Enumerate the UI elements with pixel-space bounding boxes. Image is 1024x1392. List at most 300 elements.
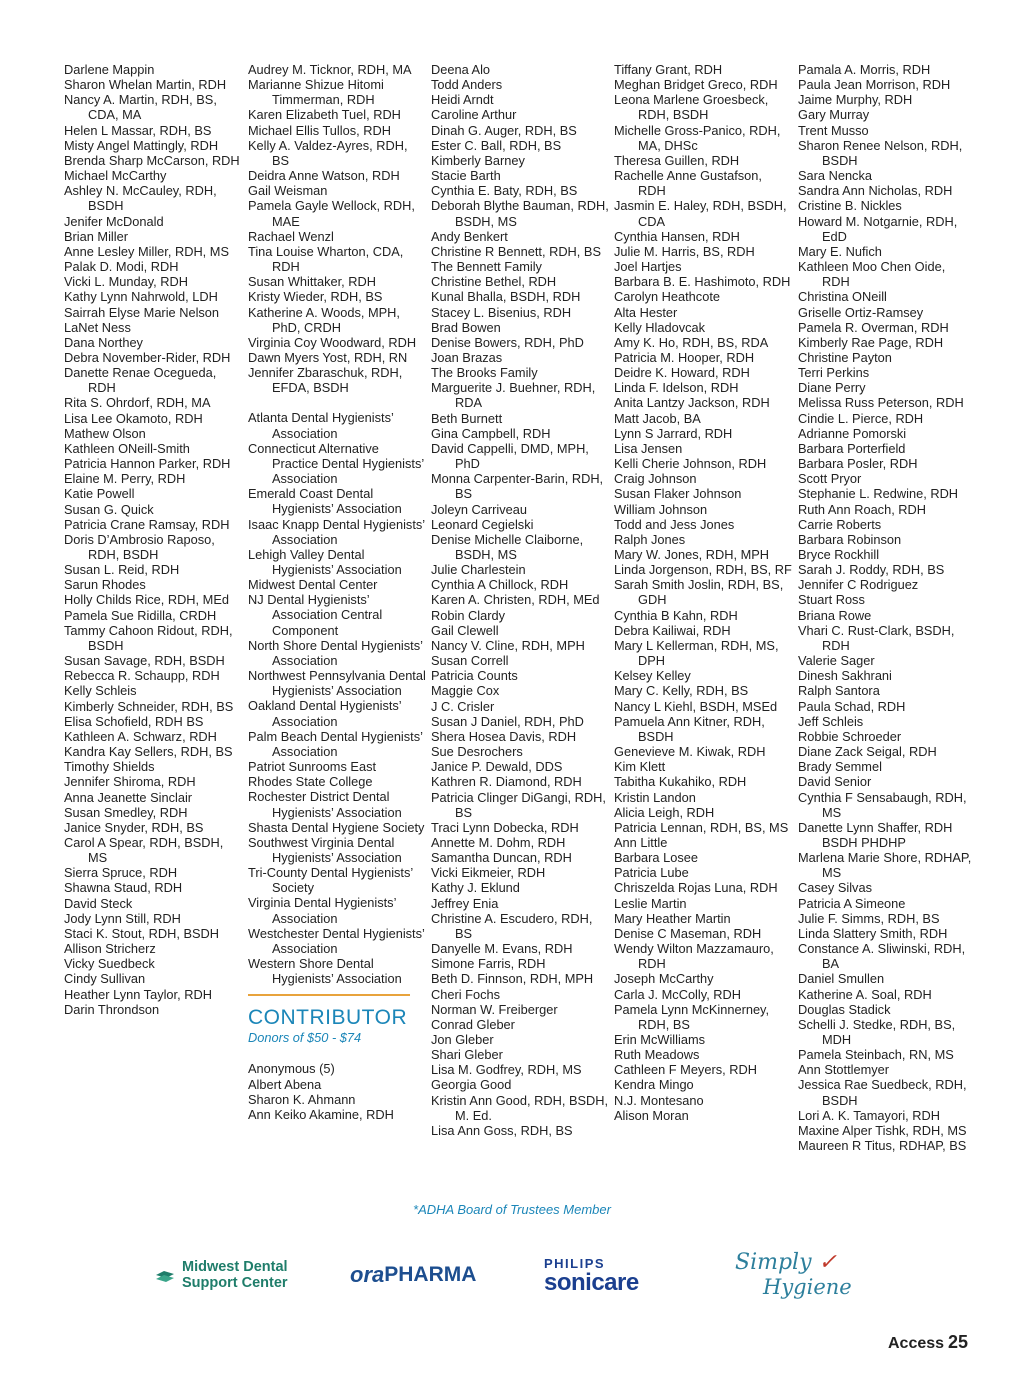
list-item: Daniel Smullen	[798, 971, 885, 987]
list-item: Kimberly Barney	[431, 152, 525, 168]
list-item: Carla J. McColly, RDH	[614, 986, 742, 1002]
list-item: Michael McCarthy	[64, 168, 167, 184]
orapharma-prefix: ora	[350, 1262, 385, 1287]
list-item: N.J. Montesano	[614, 1092, 704, 1108]
list-item: Cynthia A Chillock, RDH	[431, 577, 569, 593]
list-item: Barbara B. E. Hashimoto, RDH	[614, 274, 791, 290]
list-item: Sharon K. Ahmann	[248, 1091, 356, 1107]
list-item: Karen Elizabeth Tuel, RDH	[248, 107, 401, 123]
list-item: Stephanie L. Redwine, RDH	[798, 486, 959, 502]
magazine-name: Access	[888, 1335, 945, 1352]
list-item: Leslie Martin	[614, 895, 687, 911]
list-item: Jaime Murphy, RDH	[798, 92, 913, 108]
list-item: Christine Bethel, RDH	[431, 274, 557, 290]
list-item: Patricia Clinger DiGangi, RDH, BS	[431, 789, 606, 820]
page-number: 25	[948, 1332, 969, 1352]
list-item: Kunal Bhalla, BSDH, RDH	[431, 289, 581, 305]
list-item: Linda Jorgenson, RDH, BS, RF	[614, 562, 792, 578]
donor-column-4	[614, 62, 792, 1123]
donor-column-1	[64, 62, 242, 1017]
list-item: Julie Charlestein	[431, 562, 526, 578]
list-item: Deena Alo	[431, 62, 491, 77]
list-item: Susan J Daniel, RDH, PhD	[431, 713, 584, 729]
list-item: Susan Savage, RDH, BSDH	[64, 653, 225, 669]
contributor-list	[248, 1061, 426, 1122]
list-item: Patricia Crane Ramsay, RDH	[64, 516, 230, 532]
list-item: Alta Hester	[614, 304, 678, 320]
list-item: Carolyn Heathcote	[614, 289, 720, 305]
list-item: Kelsey Kelley	[614, 668, 691, 684]
list-item: Amy K. Ho, RDH, BS, RDA	[614, 334, 769, 350]
list-item: Patricia M. Hooper, RDH	[614, 349, 755, 365]
list-item: Vicki L. Munday, RDH	[64, 274, 188, 290]
list-item: Theresa Guillen, RDH	[614, 152, 740, 168]
list-item: Deborah Blythe Bauman, RDH, BSDH, MS	[431, 198, 609, 229]
section-divider	[248, 994, 410, 996]
list-item: Cynthia B Kahn, RDH	[614, 607, 738, 623]
list-item: Misty Angel Mattingly, RDH	[64, 137, 219, 153]
list-item: Maxine Alper Tishk, RDH, MS	[798, 1122, 967, 1138]
list-item: Kimberly Rae Page, RDH	[798, 334, 944, 350]
list-item: Sharon Whelan Martin, RDH	[64, 77, 227, 93]
list-item: Susan G. Quick	[64, 501, 154, 517]
midwest-line-1: Midwest Dental	[182, 1259, 288, 1275]
list-item: Rita S. Ohrdorf, RDH, MA	[64, 395, 211, 411]
list-item: Craig Johnson	[614, 471, 697, 487]
list-item: Anonymous (5)	[248, 1061, 335, 1077]
list-item: Northwest Pennsylvania Dental Hygienists’ Association	[248, 668, 426, 699]
list-item: Lisa Jensen	[614, 440, 683, 456]
list-item: Pamela Gayle Wellock, RDH, MAE	[248, 198, 415, 229]
list-item: Deidre K. Howard, RDH	[614, 365, 750, 381]
list-item: Cathleen F Meyers, RDH	[614, 1062, 757, 1078]
list-item: Cindy Sullivan	[64, 971, 146, 987]
list-item: Patricia Hannon Parker, RDH	[64, 456, 231, 472]
contributor-subtitle: Donors of $50 - $74	[248, 1030, 362, 1046]
list-item: Kathleen Moo Chen Oide, RDH	[798, 259, 946, 290]
list-item: Anne Lesley Miller, RDH, MS	[64, 243, 229, 259]
list-item: Patricia Lube	[614, 865, 689, 881]
list-item: Diane Perry	[798, 380, 866, 396]
list-item: Atlanta Dental Hygienists’ Association	[248, 410, 394, 441]
list-item: Oakland Dental Hygienists’ Association	[248, 698, 402, 729]
midwest-mark-icon	[154, 1265, 176, 1285]
list-item: Gail Clewell	[431, 622, 499, 638]
list-item: Joleyn Carriveau	[431, 501, 528, 517]
list-item: Debra November-Rider, RDH	[64, 349, 231, 365]
list-item: Trent Musso	[798, 122, 869, 138]
list-item: Mary E. Nufich	[798, 243, 882, 259]
list-item: Lisa Lee Okamoto, RDH	[64, 410, 203, 426]
list-item: Carrie Roberts	[798, 516, 882, 532]
list-item: Constance A. Sliwinski, RDH, BA	[798, 941, 966, 972]
list-item: Vicky Suedbeck	[64, 956, 155, 972]
list-item: Lehigh Valley Dental Hygienists’ Association	[248, 546, 402, 577]
list-item: Stacie Barth	[431, 168, 501, 184]
list-item: Isaac Knapp Dental Hygienists’ Association	[248, 516, 425, 547]
list-item: Doris D’Ambrosio Raposo, RDH, BSDH	[64, 531, 215, 562]
list-item: Allison Stricherz	[64, 941, 156, 957]
list-item: Stacey L. Bisenius, RDH	[431, 304, 572, 320]
list-item: Lori A. K. Tamayori, RDH	[798, 1107, 940, 1123]
list-item: Anna Jeanette Sinclair	[64, 789, 193, 805]
list-item: Susan L. Reid, RDH	[64, 562, 180, 578]
list-item: Kelly Hladovcak	[614, 319, 706, 335]
list-item: Barbara Robinson	[798, 531, 902, 547]
list-item: J C. Crisler	[431, 698, 495, 714]
list-item: NJ Dental Hygienists’ Association Central Component	[248, 592, 383, 638]
list-item: Western Shore Dental Hygienists’ Association	[248, 956, 402, 987]
list-item: Virginia Coy Woodward, RDH	[248, 334, 417, 350]
list-item: LaNet Ness	[64, 319, 131, 335]
list-item: Annette M. Dohm, RDH	[431, 834, 566, 850]
list-item: Debra Kailiwai, RDH	[614, 622, 731, 638]
list-item: Paula Jean Morrison, RDH	[798, 77, 951, 93]
list-item: Norman W. Freiberger	[431, 1001, 558, 1017]
list-item: Georgia Good	[431, 1077, 512, 1093]
list-item: Adrianne Pomorski	[798, 425, 907, 441]
list-item: Simone Farris, RDH	[431, 956, 546, 972]
list-item: Pamela Lynn McKinnerney, RDH, BS	[614, 1001, 770, 1032]
list-item: Christine Payton	[798, 349, 892, 365]
list-item: Sairrah Elyse Marie Nelson	[64, 304, 220, 320]
list-item: Stuart Ross	[798, 592, 865, 608]
list-item: Darlene Mappin	[64, 62, 155, 77]
list-item: Brian Miller	[64, 228, 128, 244]
list-item: Kim Klett	[614, 759, 666, 775]
donor-column-2	[248, 62, 426, 1122]
list-item: Ashley N. McCauley, RDH, BSDH	[64, 183, 217, 214]
list-item: Nancy V. Cline, RDH, MPH	[431, 637, 585, 653]
list-item: Jennifer C Rodriguez	[798, 577, 919, 593]
list-item: Rochester District Dental Hygienists’ Association	[248, 789, 402, 820]
list-item: Barbara Porterfield	[798, 440, 906, 456]
list-item: Cheri Fochs	[431, 986, 500, 1002]
list-item: Danette Lynn Shaffer, RDH BSDH PHDHP	[798, 819, 953, 850]
list-item: Vhari C. Rust-Clark, BSDH, RDH	[798, 622, 955, 653]
list-item: Mathew Olson	[64, 425, 146, 441]
list-item: Heidi Arndt	[431, 92, 494, 108]
list-item: Robin Clardy	[431, 607, 505, 623]
list-item: Patricia Counts	[431, 668, 518, 684]
list-item: Virginia Dental Hygienists’ Association	[248, 895, 396, 926]
list-item: Ruth Meadows	[614, 1047, 700, 1063]
list-item: Cynthia Hansen, RDH	[614, 228, 740, 244]
list-item: Anita Lantzy Jackson, RDH	[614, 395, 770, 411]
list-item: Kelly Schleis	[64, 683, 137, 699]
list-item: Kandra Kay Sellers, RDH, BS	[64, 744, 233, 760]
list-item: Tina Louise Wharton, CDA, RDH	[248, 243, 404, 275]
list-item: Kathy Lynn Nahrwold, LDH	[64, 289, 218, 305]
list-item: Erin McWilliams	[614, 1032, 705, 1047]
list-item: Dinesh Sakhrani	[798, 668, 892, 684]
midwest-dental-logo	[154, 1245, 304, 1305]
list-item: North Shore Dental Hygienists’ Association	[248, 637, 423, 668]
list-item: Nancy A. Martin, RDH, BS, CDA, MA	[64, 92, 217, 123]
list-item: Meghan Bridget Greco, RDH	[614, 77, 778, 93]
list-item: Susan Smedley, RDH	[64, 804, 188, 820]
list-item: Kelli Cherie Johnson, RDH	[614, 456, 767, 472]
list-item: Shera Hosea Davis, RDH	[431, 728, 577, 744]
list-item: Jennifer Zbaraschuk, RDH, EFDA, BSDH	[248, 365, 403, 396]
list-item: Sarun Rhodes	[64, 577, 146, 593]
list-item: Ester C. Ball, RDH, BS	[431, 137, 562, 153]
list-item: Conrad Gleber	[431, 1016, 515, 1032]
list-item: Kendra Mingo	[614, 1077, 694, 1093]
list-item: Cynthia E. Baty, RDH, BS	[431, 183, 578, 199]
list-item: Christina ONeill	[798, 289, 887, 305]
list-item: Dinah G. Auger, RDH, BS	[431, 122, 577, 138]
philips-wordmark: PHILIPS	[544, 1255, 606, 1271]
list-item: Pamela Sue Ridilla, CRDH	[64, 607, 217, 623]
list-item: David Senior	[798, 774, 872, 790]
list-item: Jennifer Shiroma, RDH	[64, 774, 196, 790]
list-item: David Cappelli, DMD, MPH, PhD	[431, 440, 589, 472]
organization-list	[248, 410, 426, 986]
list-item: Sara Nencka	[798, 168, 872, 184]
list-item: Joseph McCarthy	[614, 971, 714, 987]
list-item: Sandra Ann Nicholas, RDH	[798, 183, 953, 199]
list-item: Audrey M. Ticknor, RDH, MA	[248, 62, 412, 77]
list-item: Janice Snyder, RDH, BS	[64, 819, 204, 835]
list-item: Robbie Schroeder	[798, 728, 902, 744]
list-item: Kristin Ann Good, RDH, BSDH, M. Ed.	[431, 1092, 609, 1123]
list-item: Ann Stottlemyer	[798, 1062, 890, 1078]
list-item: Patriot Sunrooms East	[248, 759, 377, 775]
list-item: Ann Keiko Akamine, RDH	[248, 1106, 394, 1122]
list-item: Maggie Cox	[431, 683, 500, 699]
list-item: Elisa Schofield, RDH BS	[64, 713, 204, 729]
list-item: Tiffany Grant, RDH	[614, 62, 723, 77]
list-item: Scott Pryor	[798, 471, 862, 487]
page-footer	[888, 1332, 968, 1353]
list-item: Timothy Shields	[64, 759, 155, 775]
list-item: William Johnson	[614, 501, 708, 517]
list-item: Carol A Spear, RDH, BSDH, MS	[64, 834, 224, 866]
list-item: Mary W. Jones, RDH, MPH	[614, 547, 770, 562]
list-item: Melissa Russ Peterson, RDH	[798, 395, 964, 411]
list-item: Traci Lynn Dobecka, RDH	[431, 819, 579, 835]
simply-word: Simply	[735, 1250, 812, 1275]
list-item: Brad Bowen	[431, 319, 501, 335]
list-item: Mary C. Kelly, RDH, BS	[614, 683, 749, 699]
list-item: Julie F. Simms, RDH, BS	[798, 910, 940, 926]
list-item: Ruth Ann Roach, RDH	[798, 501, 927, 517]
donor-column-3	[431, 62, 609, 1138]
list-item: Danyelle M. Evans, RDH	[431, 941, 573, 957]
list-item: Kristy Wieder, RDH, BS	[248, 289, 383, 305]
list-item: Lynn S Jarrard, RDH	[614, 425, 733, 441]
orapharma-logo	[350, 1245, 485, 1305]
list-item: Cristine B. Nickles	[798, 198, 902, 214]
list-item: Susan Correll	[431, 653, 509, 669]
list-item: Shawna Staud, RDH	[64, 880, 183, 896]
list-item: Sue Desrochers	[431, 744, 523, 760]
sonicare-wordmark: sonicare	[544, 1268, 639, 1296]
footnote: *ADHA Board of Trustees Member	[413, 1202, 611, 1217]
list-item: Denise C Maseman, RDH	[614, 925, 762, 941]
list-item: Cynthia F Sensabaugh, RDH, MS	[798, 789, 967, 820]
list-item: Jon Gleber	[431, 1032, 494, 1047]
list-item: The Brooks Family	[431, 365, 538, 381]
list-item: Casey Silvas	[798, 880, 872, 896]
list-item: Holly Childs Rice, RDH, MEd	[64, 592, 229, 608]
list-item: Lisa M. Godfrey, RDH, MS	[431, 1062, 582, 1078]
list-item: Tammy Cahoon Ridout, RDH, BSDH	[64, 622, 233, 653]
list-item: Linda Slattery Smith, RDH	[798, 925, 948, 941]
list-item: Pamuela Ann Kitner, RDH, BSDH	[614, 713, 765, 744]
list-item: Barbara Posler, RDH	[798, 456, 918, 472]
list-item: Janice P. Dewald, DDS	[431, 759, 563, 775]
list-item: Wendy Wilton Mazzamauro, RDH	[614, 941, 774, 972]
hygiene-word: Hygiene	[763, 1275, 852, 1299]
list-item: Marlena Marie Shore, RDHAP, MS	[798, 850, 972, 881]
list-item: Sarah Smith Joslin, RDH, BS, GDH	[614, 577, 784, 608]
philips-sonicare-logo	[544, 1245, 674, 1305]
list-item: Alicia Leigh, RDH	[614, 804, 715, 820]
list-item: Alison Moran	[614, 1107, 689, 1123]
list-item: Katherine A. Soal, RDH	[798, 986, 932, 1002]
list-item: Diane Zack Seigal, RDH	[798, 744, 937, 760]
list-item: Michael Ellis Tullos, RDH	[248, 122, 391, 138]
list-item: Griselle Ortiz-Ramsey	[798, 304, 924, 320]
list-item: Beth D. Finnson, RDH, MPH	[431, 971, 594, 987]
list-item: Terri Perkins	[798, 365, 870, 381]
list-item: Kristin Landon	[614, 789, 696, 805]
list-item: Midwest Dental Center	[248, 577, 378, 593]
list-item: Paula Schad, RDH	[798, 698, 906, 714]
list-item: Albert Abena	[248, 1076, 322, 1092]
list-item: Katie Powell	[64, 486, 135, 502]
list-item: Todd and Jess Jones	[614, 516, 735, 532]
list-item: Jeffrey Enia	[431, 895, 499, 911]
list-item: Jody Lynn Still, RDH	[64, 910, 181, 926]
list-item: Denise Michelle Claiborne, BSDH, MS	[431, 531, 584, 562]
list-item: Danette Renae Ocegueda, RDH	[64, 365, 217, 396]
list-item: Ralph Santora	[798, 683, 880, 699]
list-item: Beth Burnett	[431, 410, 503, 426]
list-item: Jenifer McDonald	[64, 213, 164, 229]
midwest-line-2: Support Center	[182, 1275, 288, 1291]
list-item: Kathren R. Diamond, RDH	[431, 774, 582, 790]
list-item: Tri-County Dental Hygienists’ Society	[248, 865, 413, 896]
list-item: Kelly A. Valdez-Ayres, RDH, BS	[248, 137, 408, 168]
list-item: Sharon Renee Nelson, RDH, BSDH	[798, 137, 963, 168]
list-item: Connecticut Alternative Practice Dental Hygienists’ Association	[248, 440, 424, 487]
list-item: Kathy J. Eklund	[431, 880, 520, 896]
list-item: Rachael Wenzl	[248, 228, 334, 244]
list-item: Ann Little	[614, 834, 668, 850]
list-item: Gary Murray	[798, 107, 870, 123]
list-item: Julie M. Harris, BS, RDH	[614, 243, 755, 259]
list-item: Marianne Shizue Hitomi Timmerman, RDH	[248, 77, 384, 108]
list-item: Darin Throndson	[64, 1001, 160, 1017]
list-item: Westchester Dental Hygienists’ Association	[248, 925, 425, 956]
list-item: Monna Carpenter-Barin, RDH, BS	[431, 471, 604, 502]
list-item: Rhodes State College	[248, 774, 373, 790]
contributor-heading: CONTRIBUTOR	[248, 1006, 408, 1030]
list-item: Patricia Lennan, RDH, BS, MS	[614, 819, 789, 835]
list-item: Tabitha Kukahiko, RDH	[614, 774, 747, 790]
list-item: Denise Bowers, RDH, PhD	[431, 334, 584, 350]
list-item: Brady Semmel	[798, 759, 882, 775]
list-item: Jessica Rae Suedbeck, RDH, BSDH	[798, 1077, 967, 1108]
list-item: Douglas Stadick	[798, 1001, 891, 1017]
list-item: Vicki Eikmeier, RDH	[431, 865, 546, 881]
list-item: Cindie L. Pierce, RDH	[798, 410, 924, 426]
list-item: Matt Jacob, BA	[614, 410, 701, 426]
list-item: Shari Gleber	[431, 1047, 503, 1063]
list-item: Dawn Myers Yost, RDH, RN	[248, 349, 408, 365]
list-item: Maureen R Titus, RDHAP, BS	[798, 1138, 967, 1154]
list-item: Rebecca R. Schaupp, RDH	[64, 668, 220, 684]
list-item: Helen L Massar, RDH, BS	[64, 122, 212, 138]
list-item: Lisa Ann Goss, RDH, BS	[431, 1122, 573, 1138]
simply-hygiene-logo	[735, 1245, 855, 1305]
list-item: Bryce Rockhill	[798, 547, 880, 562]
list-item: Staci K. Stout, RDH, BSDH	[64, 925, 220, 941]
list-item: Southwest Virginia Dental Hygienists’ Association	[248, 834, 402, 865]
list-item: Rachelle Anne Gustafson, RDH	[614, 168, 762, 199]
list-item: Christine R Bennett, RDH, BS	[431, 243, 601, 259]
list-item: Marguerite J. Buehner, RDH, RDA	[431, 380, 596, 411]
list-item: Nancy L Kiehl, BSDH, MSEd	[614, 698, 778, 714]
list-item: Palm Beach Dental Hygienists’ Association	[248, 728, 423, 759]
checkmark-icon: ✓	[811, 1250, 837, 1275]
list-item: Emerald Coast Dental Hygienists’ Association	[248, 486, 402, 517]
list-item: The Bennett Family	[431, 259, 542, 275]
list-item: Kathleen ONeill-Smith	[64, 440, 190, 456]
list-item: Christine A. Escudero, RDH, BS	[431, 910, 593, 941]
list-item: Brenda Sharp McCarson, RDH	[64, 152, 240, 168]
list-item: Mary Heather Martin	[614, 910, 731, 926]
list-item: Chriszelda Rojas Luna, RDH	[614, 880, 778, 896]
list-item: Mary L Kellerman, RDH, MS, DPH	[614, 637, 779, 669]
list-item: Jeff Schleis	[798, 713, 864, 729]
list-item: Heather Lynn Taylor, RDH	[64, 986, 212, 1002]
list-item: Jasmin E. Haley, RDH, BSDH, CDA	[614, 198, 787, 229]
list-item: Samantha Duncan, RDH	[431, 850, 572, 866]
list-item: Dana Northey	[64, 334, 143, 350]
list-item: Elaine M. Perry, RDH	[64, 471, 186, 487]
list-item: Genevieve M. Kiwak, RDH	[614, 744, 766, 760]
list-item: Todd Anders	[431, 77, 503, 93]
list-item: Leonard Cegielski	[431, 516, 534, 532]
list-item: Linda F. Idelson, RDH	[614, 380, 739, 396]
list-item: Kathleen A. Schwarz, RDH	[64, 728, 217, 744]
list-item: Caroline Arthur	[431, 107, 517, 123]
list-item: David Steck	[64, 895, 133, 911]
list-item: Andy Benkert	[431, 228, 508, 244]
list-item: Ralph Jones	[614, 531, 686, 547]
list-item: Karen A. Christen, RDH, MEd	[431, 592, 600, 608]
list-item: Susan Flaker Johnson	[614, 486, 742, 502]
list-item: Barbara Losee	[614, 850, 698, 866]
list-item: Pamela Steinbach, RN, MS	[798, 1047, 954, 1063]
list-item: Susan Whittaker, RDH	[248, 274, 377, 290]
list-item: Gail Weisman	[248, 183, 328, 199]
list-item: Sarah J. Roddy, RDH, BS	[798, 562, 945, 578]
list-item: Palak D. Modi, RDH	[64, 259, 179, 275]
list-item: Pamala A. Morris, RDH	[798, 62, 931, 77]
list-item: Gina Campbell, RDH	[431, 425, 551, 441]
donor-column-5	[798, 62, 976, 1153]
list-item: Joan Brazas	[431, 349, 503, 365]
list-item: Michelle Gross-Panico, RDH, MA, DHSc	[614, 122, 781, 153]
list-item: Joel Hartjes	[614, 259, 682, 275]
list-item: Briana Rowe	[798, 607, 872, 623]
list-item: Leona Marlene Groesbeck, RDH, BSDH	[614, 92, 769, 123]
